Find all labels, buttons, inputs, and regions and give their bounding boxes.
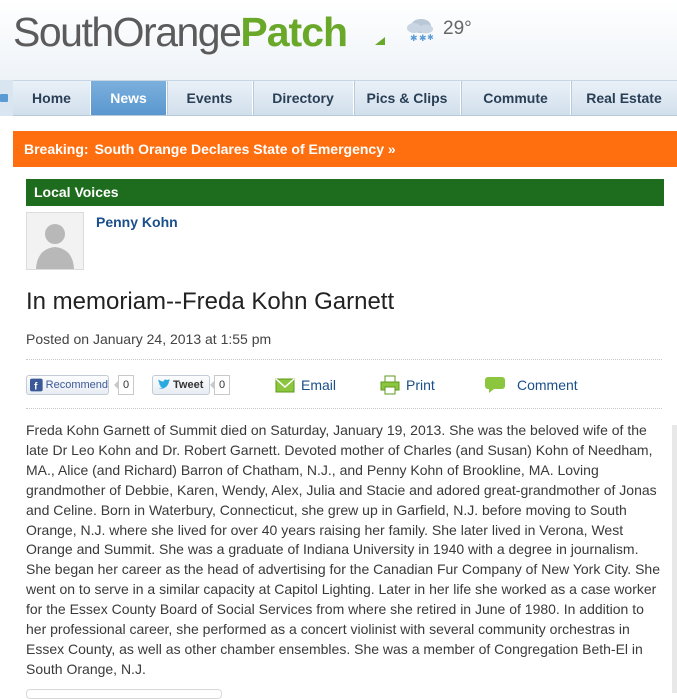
section-title: Local Voices	[26, 179, 664, 206]
email-action[interactable]	[275, 374, 336, 396]
print-icon	[380, 375, 400, 395]
tweet-label: Tweet	[173, 379, 204, 391]
divider	[26, 408, 662, 409]
snow-cloud-icon	[405, 16, 435, 42]
comment-bubble-icon	[484, 376, 506, 394]
tweet-count: 0	[214, 375, 230, 395]
print-action[interactable]	[380, 374, 435, 396]
scrollbar-edge[interactable]	[672, 425, 677, 693]
bottom-widget-edge	[26, 689, 222, 699]
print-label: Print	[406, 377, 435, 393]
divider	[26, 359, 662, 360]
site-logo[interactable]	[13, 8, 347, 56]
article-body: Freda Kohn Garnett of Summit died on Saturday, January 19, 2013. She was the beloved wife of the late Dr Leo Kohn and Dr. Robert Garnett. Devoted mother of Charles (and Susan) Kohn of Needham, MA., Alice (and Richard) Barron of Chatham, N.J., and Penny Kohn of Brookline, MA. Loving grandmother of Debbie, Karen, Wendy, Alex, Julia and Stacie and adored great-grandmother of Jonas and Celine. Born in Waterbury, Connecticut, she grew up in Garfield, N.J. before moving to South Orange, N.J. where she lived for over 40 years raising her family. She later lived in Verona, West Orange and Summit. She was a graduate of Indiana University in 1940 with a degree in journalism. She began her career as the head of advertising for the Canadian Fur Company of New York City. She went on to serve in a similar capacity at Capitol Lighting. Later in her life she worked as a case worker for the Essex County Board of Social Services from where she retired in June of 1980. In addition to her professional career, she performed as a concert violinist with several community orchestras in Essex County, as well as other chamber ensembles. She was a member of Congregation Beth-El in South Orange, N.J.	[26, 422, 660, 677]
nav-item-events[interactable]: Events	[167, 81, 253, 115]
comment-label: Comment	[517, 377, 578, 393]
svg-text:✱: ✱	[419, 34, 427, 42]
nav-item-news[interactable]: News	[91, 81, 167, 115]
twitter-bird-icon	[157, 379, 171, 391]
facebook-recommend-button[interactable]	[26, 375, 109, 395]
nav-item-home[interactable]: Home	[13, 81, 91, 115]
nav-item-directory[interactable]: Directory	[253, 81, 354, 115]
temperature: 29°	[443, 18, 472, 39]
author-avatar[interactable]	[26, 212, 84, 270]
logo-leaf-icon	[374, 36, 386, 46]
breaking-headline-link[interactable]: South Orange Declares State of Emergency »	[94, 141, 396, 157]
email-icon	[275, 376, 295, 394]
article-title: In memoriam--Freda Kohn Garnett	[26, 288, 395, 315]
weather-widget[interactable]	[405, 15, 472, 43]
main-nav	[13, 80, 677, 116]
logo-brand: Patch	[240, 9, 348, 55]
site-header	[0, 0, 677, 80]
nav-item-real-estate[interactable]: Real Estate	[586, 90, 662, 106]
person-silhouette-icon	[27, 213, 83, 269]
nav-item-commute[interactable]: Commute	[461, 81, 571, 115]
nav-item-pics-clips[interactable]: Pics & Clips	[354, 81, 461, 115]
posted-date: Posted on January 24, 2013 at 1:55 pm	[26, 331, 272, 347]
breaking-news-bar	[13, 131, 677, 167]
comment-action[interactable]	[484, 374, 578, 396]
email-label: Email	[301, 377, 337, 393]
recommend-label: Recommend	[45, 379, 108, 391]
breaking-label: Breaking:	[24, 141, 89, 157]
nav-left-cap	[0, 80, 13, 116]
recommend-count: 0	[118, 375, 134, 395]
logo-town: SouthOrange	[13, 9, 241, 55]
tweet-button[interactable]	[152, 375, 210, 395]
svg-text:f: f	[34, 381, 38, 392]
facebook-icon	[30, 378, 43, 392]
svg-text:✱: ✱	[410, 34, 418, 42]
author-name-link[interactable]: Penny Kohn	[96, 214, 178, 230]
svg-text:✱: ✱	[427, 33, 434, 42]
